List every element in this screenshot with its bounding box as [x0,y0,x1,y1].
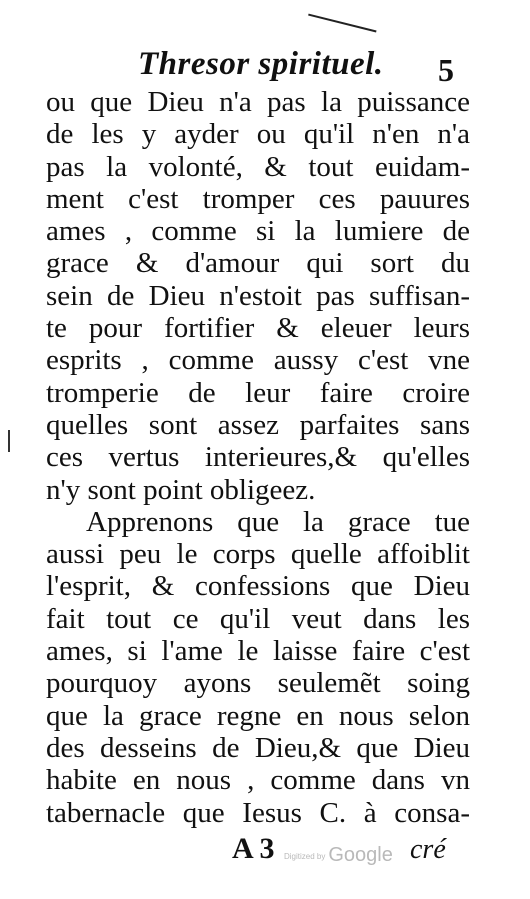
text-line: fait tout ce qu'il veut dans les [46,602,470,635]
text-line: pas la volonté, & tout euidam- [46,150,470,183]
text-line: habite en nous , comme dans vn [46,764,470,797]
signature-mark: A 3 [232,832,275,865]
text-line: ment c'est tromper ces pauures [46,182,470,215]
watermark-brand: Google [328,844,393,866]
text-line: te pour fortifier & eleuer leurs [46,312,470,345]
text-line: des desseins de Dieu,& que Dieu [46,731,470,764]
text-line: tromperie de leur faire croire [46,376,470,409]
text-line: sein de Dieu n'estoit pas suffisan- [46,279,470,312]
catchword: cré [410,834,446,865]
margin-mark [8,430,10,452]
page-corner-mark [308,0,380,32]
running-title: Thresor spirituel. [138,46,384,82]
page-number: 5 [438,52,454,88]
text-line: grace & d'amour qui sort du [46,247,470,280]
text-line: l'esprit, & confessions que Dieu [46,570,470,603]
text-line: tabernacle que Iesus C. à consa- [46,796,470,829]
page-footer [0,832,530,872]
text-line: aussi peu le corps quelle affoiblit [46,538,470,571]
text-line: esprits , comme aussy c'est vne [46,344,470,377]
watermark-caption: Digitized by [284,852,326,862]
text-line: ces vertus interieures,& qu'elles [46,441,470,474]
text-line: que la grace regne en nous selon [46,699,470,732]
digitization-watermark [284,844,393,867]
text-line: pourquoy ayons seulemẽt soing [46,667,470,700]
body-text [46,86,470,829]
paragraph-start-line: Apprenons que la grace tue [86,505,470,538]
paragraph-end-line: n'y sont point obligeez. [46,473,316,506]
text-line: ames, si l'ame le laisse faire c'est [46,635,470,668]
text-line: ames , comme si la lumiere de [46,215,470,248]
text-line: de les y ayder ou qu'il n'en n'a [46,118,470,151]
text-line: quelles sont assez parfaites sans [46,408,470,441]
text-line: ou que Dieu n'a pas la puissance [46,86,470,118]
